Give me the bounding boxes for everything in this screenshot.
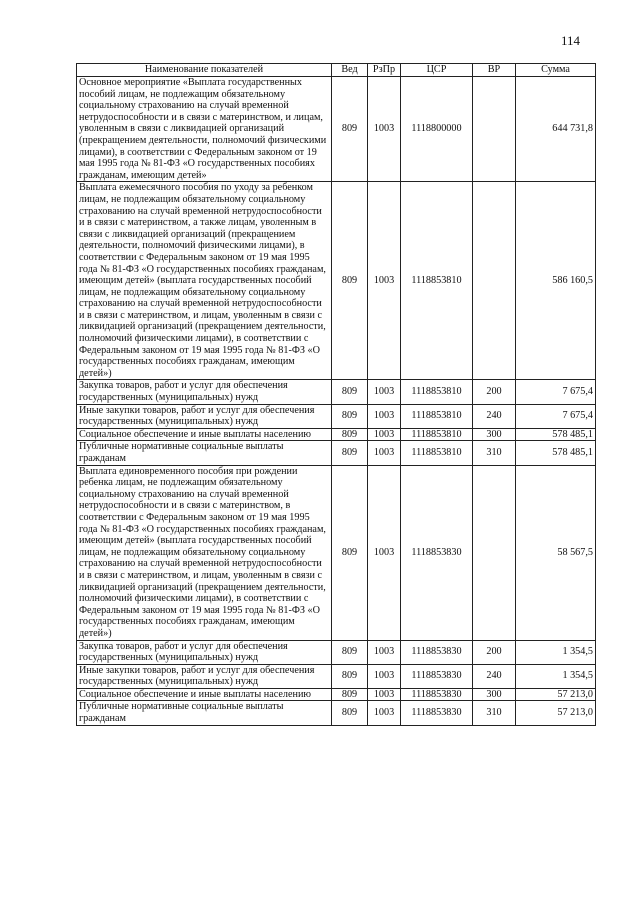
header-ved: Вед (332, 64, 368, 77)
header-vr: ВР (473, 64, 516, 77)
cell-sum: 7 675,4 (516, 380, 596, 404)
cell-sum: 1 354,5 (516, 664, 596, 688)
cell-vr: 240 (473, 404, 516, 428)
table-row (77, 441, 596, 465)
cell-name: Выплата ежемесячного пособия по уходу за ребенком лицам, не подлежащим обязательному социальному страхованию на случай временной нетрудоспособности и в связи с материнством, а также лицам, уволенным в связи с ликвидацией организаций (прекращением деятельности, полномочий физическими лицами), в соответствии с Федеральным законом от 19 мая 1995 года № 81-ФЗ «О государственных пособиях гражданам, имеющим детей» (выплата государственных пособий лицам, не подлежащим обязательному социальному страхованию на случай временной нетрудоспособности и в связи с материнством, и лицам, уволенным в связи с ликвидацией организаций (прекращением деятельности, полномочий физическими лицами), в соответствии с Федеральным законом от 19 мая 1995 года № 81-ФЗ «О государственных пособиях гражданам, имеющим детей») (77, 182, 332, 380)
table-row (77, 182, 596, 380)
header-rzpr: РзПр (368, 64, 401, 77)
cell-sum: 586 160,5 (516, 182, 596, 380)
table-row (77, 664, 596, 688)
header-csr: ЦСР (401, 64, 473, 77)
cell-rzpr: 1003 (368, 441, 401, 465)
cell-ved: 809 (332, 701, 368, 725)
cell-name: Закупка товаров, работ и услуг для обеспечения государственных (муниципальных) нужд (77, 640, 332, 664)
cell-vr: 300 (473, 428, 516, 441)
cell-csr: 1118853830 (401, 465, 473, 640)
table-body (77, 77, 596, 726)
cell-rzpr: 1003 (368, 465, 401, 640)
cell-rzpr: 1003 (368, 688, 401, 701)
cell-sum: 644 731,8 (516, 77, 596, 182)
table-header-row (77, 64, 596, 77)
cell-vr: 310 (473, 701, 516, 725)
cell-csr: 1118853830 (401, 688, 473, 701)
cell-vr: 310 (473, 441, 516, 465)
cell-csr: 1118853810 (401, 441, 473, 465)
cell-name: Публичные нормативные социальные выплаты гражданам (77, 441, 332, 465)
cell-vr: 300 (473, 688, 516, 701)
table-row (77, 428, 596, 441)
cell-name: Основное мероприятие «Выплата государственных пособий лицам, не подлежащим обязательному социальному страхованию на случай временной нетрудоспособности и в связи с материнством, и лицам, уволенным в связи с ликвидацией организаций (прекращением деятельности, полномочий физическими лицами), в соответствии с Федеральным законом от 19 мая 1995 года № 81-ФЗ «О государственных пособиях гражданам, имеющим детей» (77, 77, 332, 182)
cell-name: Социальное обеспечение и иные выплаты населению (77, 688, 332, 701)
table-row (77, 404, 596, 428)
cell-csr: 1118853810 (401, 380, 473, 404)
table-row (77, 688, 596, 701)
header-sum: Сумма (516, 64, 596, 77)
table-row (77, 380, 596, 404)
cell-rzpr: 1003 (368, 380, 401, 404)
cell-name: Закупка товаров, работ и услуг для обеспечения государственных (муниципальных) нужд (77, 380, 332, 404)
cell-ved: 809 (332, 428, 368, 441)
cell-rzpr: 1003 (368, 428, 401, 441)
cell-sum: 7 675,4 (516, 404, 596, 428)
cell-sum: 578 485,1 (516, 428, 596, 441)
cell-ved: 809 (332, 182, 368, 380)
cell-name: Публичные нормативные социальные выплаты гражданам (77, 701, 332, 725)
cell-rzpr: 1003 (368, 182, 401, 380)
cell-name: Выплата единовременного пособия при рождении ребенка лицам, не подлежащим обязательному социальному страхованию на случай временной нетрудоспособности и в связи с материнством, в соответствии с Федеральным законом от 19 мая 1995 года № 81-ФЗ «О государственных пособиях гражданам, имеющим детей» (выплата государственных пособий лицам, не подлежащим обязательному социальному страхованию на случай временной нетрудоспособности и в связи с материнством, и лицам, уволенным в связи с ликвидацией организаций (прекращением деятельности, полномочий физическими лицами), в соответствии с Федеральным законом от 19 мая 1995 года № 81-ФЗ «О государственных пособиях гражданам, имеющим детей») (77, 465, 332, 640)
cell-vr (473, 182, 516, 380)
cell-rzpr: 1003 (368, 77, 401, 182)
cell-name: Иные закупки товаров, работ и услуг для обеспечения государственных (муниципальных) нужд (77, 664, 332, 688)
cell-rzpr: 1003 (368, 701, 401, 725)
cell-ved: 809 (332, 465, 368, 640)
cell-csr: 1118853830 (401, 664, 473, 688)
cell-sum: 1 354,5 (516, 640, 596, 664)
cell-csr: 1118853810 (401, 182, 473, 380)
cell-name: Иные закупки товаров, работ и услуг для обеспечения государственных (муниципальных) нужд (77, 404, 332, 428)
cell-rzpr: 1003 (368, 404, 401, 428)
cell-vr: 240 (473, 664, 516, 688)
cell-csr: 1118853830 (401, 701, 473, 725)
cell-csr: 1118853810 (401, 404, 473, 428)
cell-vr: 200 (473, 640, 516, 664)
cell-ved: 809 (332, 441, 368, 465)
header-name: Наименование показателей (77, 64, 332, 77)
cell-vr: 200 (473, 380, 516, 404)
table-row (77, 701, 596, 725)
table-row (77, 77, 596, 182)
cell-ved: 809 (332, 664, 368, 688)
budget-table (76, 63, 596, 726)
cell-csr: 1118853810 (401, 428, 473, 441)
cell-csr: 1118800000 (401, 77, 473, 182)
page-number: 114 (561, 33, 581, 48)
cell-csr: 1118853830 (401, 640, 473, 664)
cell-rzpr: 1003 (368, 664, 401, 688)
table-row (77, 640, 596, 664)
cell-vr (473, 77, 516, 182)
cell-sum: 57 213,0 (516, 688, 596, 701)
cell-vr (473, 465, 516, 640)
cell-sum: 578 485,1 (516, 441, 596, 465)
cell-ved: 809 (332, 380, 368, 404)
cell-sum: 57 213,0 (516, 701, 596, 725)
cell-ved: 809 (332, 404, 368, 428)
cell-ved: 809 (332, 640, 368, 664)
cell-ved: 809 (332, 77, 368, 182)
table-row (77, 465, 596, 640)
cell-ved: 809 (332, 688, 368, 701)
cell-sum: 58 567,5 (516, 465, 596, 640)
cell-rzpr: 1003 (368, 640, 401, 664)
cell-name: Социальное обеспечение и иные выплаты населению (77, 428, 332, 441)
